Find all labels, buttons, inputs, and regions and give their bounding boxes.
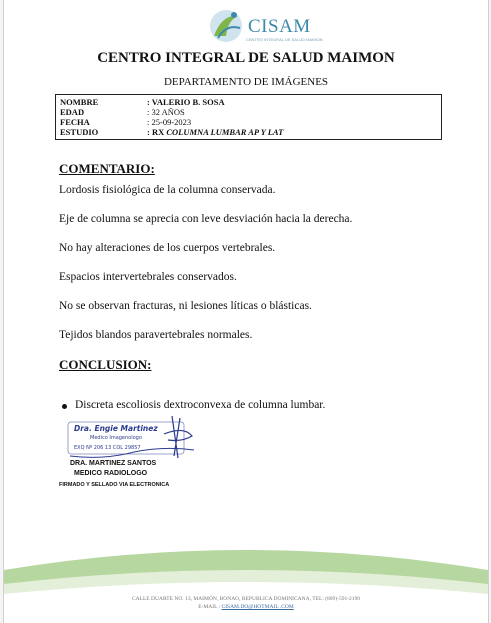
logo-text: CISAM xyxy=(248,16,311,37)
study-prefix: : RX xyxy=(147,127,167,137)
comment-line: Espacios intervertebrales conservados. xyxy=(59,271,237,283)
name-label: NOMBRE xyxy=(60,97,99,107)
study-value xyxy=(147,127,283,137)
doctor-name: DRA. MARTINEZ SANTOS xyxy=(70,460,157,467)
comment-line: No se observan fracturas, ni lesiones líticas o blásticas. xyxy=(59,300,312,312)
comment-line: Eje de columna se aprecia con leve desviación hacia la derecha. xyxy=(59,213,353,225)
stamp-name: Dra. Engie Martinez xyxy=(74,424,158,433)
footer-wave xyxy=(4,540,488,623)
logo-emblem-icon xyxy=(204,6,248,46)
email-label: E-MAIL : xyxy=(198,604,222,610)
comment-line: No hay alteraciones de los cuerpos vertebrales. xyxy=(59,242,276,254)
comments-heading: COMENTARIO: xyxy=(59,161,155,176)
stamp-license: EXQ Nº 206 13 COL 29857 xyxy=(74,445,141,451)
stamp-title: Medico Imagenologo xyxy=(90,435,142,441)
date-value: : 25-09-2023 xyxy=(147,117,192,127)
comment-line: Tejidos blandos paravertebrales normales. xyxy=(59,329,253,341)
bullet-icon xyxy=(62,404,67,409)
comment-line: Lordosis fisiológica de la columna conservada. xyxy=(59,184,276,196)
date-label: FECHA xyxy=(60,117,90,127)
conclusion-heading: CONCLUSION: xyxy=(59,357,152,372)
conclusion-text: Discreta escoliosis dextroconvexa de columna lumbar. xyxy=(75,399,326,411)
email-link[interactable]: CISAM.DO@HOTMAIL .COM xyxy=(221,604,294,610)
study-label: ESTUDIO xyxy=(60,127,99,137)
footer-contact xyxy=(4,604,488,610)
name-value: : VALERIO B. SOSA xyxy=(147,97,225,107)
signature-note: FIRMADO Y SELLADO VIA ELECTRONICA xyxy=(59,482,170,488)
conclusion-item xyxy=(75,399,325,411)
doctor-title: MEDICO RADIOLOGO xyxy=(74,470,148,477)
patient-info-box xyxy=(55,94,442,140)
study-name: COLUMNA LUMBAR AP Y LAT xyxy=(166,127,284,137)
footer-address: CALLE DUARTE NO. 13, MAIMÓN, BONAO, REPUBLICA DOMINICANA, TEL: (809)-591-2190 xyxy=(131,596,361,602)
signature-stamp xyxy=(64,412,204,462)
logo-subtitle: CENTRO INTEGRAL DE SALUD MAIMON xyxy=(246,37,323,42)
age-label: EDAD xyxy=(60,107,85,117)
document-page xyxy=(3,0,489,623)
department-title: DEPARTAMENTO DE IMÁGENES xyxy=(163,76,329,88)
clinic-title: CENTRO INTEGRAL DE SALUD MAIMON xyxy=(97,50,395,66)
age-value: : 32 AÑOS xyxy=(147,107,185,117)
clinic-logo xyxy=(204,6,324,46)
